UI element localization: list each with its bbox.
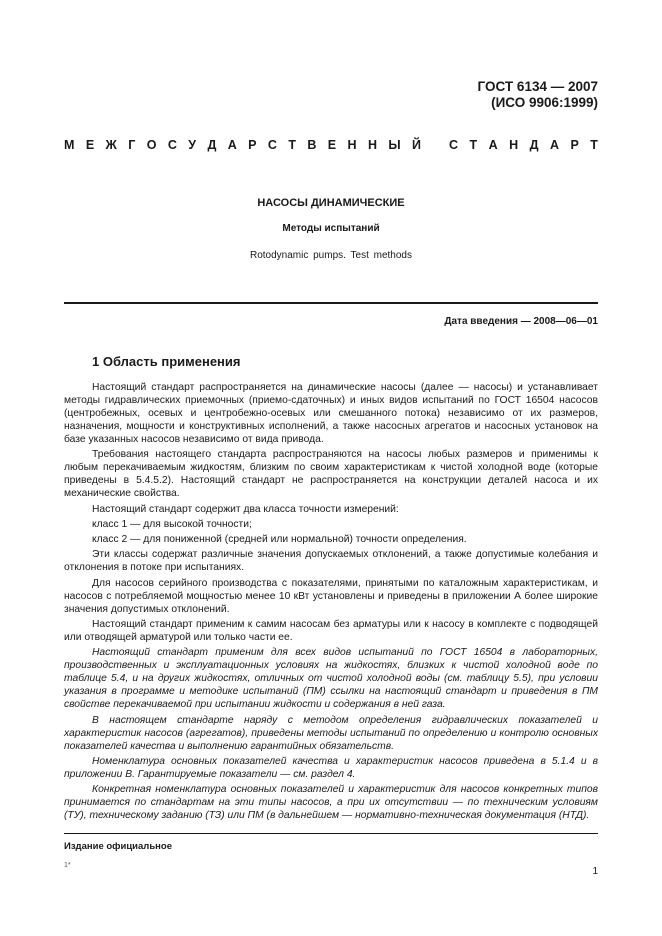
- iso-number: (ИСО 9906:1999): [491, 95, 598, 110]
- banner-letter: Г: [128, 138, 136, 152]
- banner-letter: С: [267, 138, 277, 152]
- paragraph: Конкретная номенклатура основных показателей и характеристик для насосов конкретных типов принимается по стандартам на эти типы насосов, а при их отсутствии — по техническим условиям (ТУ), техническому заданию (ТЗ) или ПМ (в дальнейшем — нормативно-техническая документация (НТД).: [64, 784, 598, 822]
- banner-letter: Т: [590, 138, 598, 152]
- banner-letter: Р: [570, 138, 579, 152]
- banner-letter: М: [64, 138, 75, 152]
- banner-letter: А: [549, 138, 560, 152]
- banner-letter: Ж: [105, 138, 117, 152]
- section-heading: 1 Область применения: [92, 354, 241, 369]
- official-edition-label: Издание официальное: [64, 841, 172, 852]
- standard-english-title: Rotodynamic pumps. Test methods: [249, 250, 412, 261]
- paragraph: Настоящий стандарт распространяется на динамические насосы (далее — насосы) и устанавливает методы гидравлических приемочных (приемо-сдаточных) и иных видов испытаний по ГОСТ 16504 насосов (центробежных, осевых и центробежно-осевых или смешанного потока) независимо от их размеров, назначения, мощности и конструктивных исполнений, а также насосных агрегатов и насосных установок на базе указанных насосов независимо от вида привода.: [64, 382, 598, 445]
- interstate-standard-banner: [64, 137, 598, 153]
- banner-letter: Ы: [388, 138, 401, 152]
- banner-letter: Р: [248, 138, 257, 152]
- paragraph: В настоящем стандарте наряду с методом определения гидравлических показателей и характеристик насосов (агрегатов), приведены методы испытаний по определению и контролю основных показателей качества и выполнению гарантийных обязательств.: [64, 714, 598, 752]
- banner-letter: Е: [327, 138, 337, 152]
- paragraph: Для насосов серийного производства с показателями, принятыми по каталожным характеристикам, и насосов с потребляемой мощностью менее 10 кВт установлены и приведены в приложении А более широкие значения допустимых отклонений.: [64, 577, 598, 615]
- standard-designation: [478, 79, 598, 111]
- paragraph: класс 1 — для высокой точности;: [92, 518, 252, 530]
- paragraph: Настоящий стандарт применим к самим насосам без арматуры или к насосу в комплекте с подводящей или отводящей арматурой или только части ее.: [64, 619, 598, 644]
- banner-letter: Н: [509, 138, 519, 152]
- banner-letter: С: [449, 138, 459, 152]
- banner-letter: Д: [207, 138, 217, 152]
- title-divider: [64, 302, 598, 304]
- paragraph: Номенклатура основных показателей качества и характеристик насосов приведена в 5.1.4 и в приложении В. Гарантируемые показатели — см. раздел 4.: [64, 755, 598, 780]
- banner-letter: Н: [367, 138, 377, 152]
- footer-divider: [64, 833, 598, 834]
- banner-letter: Й: [412, 138, 421, 152]
- banner-letter: Д: [529, 138, 539, 152]
- banner-letter: В: [307, 138, 317, 152]
- introduction-date: Дата введения — 2008—06—01: [444, 316, 598, 327]
- paragraph: Требования настоящего стандарта распространяются на насосы любых размеров и применимы к любым перекачиваемым жидкостям, близким по своим характеристикам к чистой холодной воде (которые приведены в 5.4.5.2). Настоящий стандарт не распространяется на конструкции деталей насоса и их механические свойства.: [64, 449, 598, 500]
- gost-number: ГОСТ 6134 — 2007: [477, 79, 598, 94]
- banner-word-standard: [449, 137, 598, 153]
- banner-letter: Т: [469, 138, 478, 152]
- banner-letter: Е: [85, 138, 95, 152]
- banner-letter: С: [167, 138, 177, 152]
- paragraph: Настоящий стандарт применим для всех видов испытаний по ГОСТ 16504 в лабораторных, производственных и эксплуатационных условиях на жидкостях, близких к чистой холодной воде по таблице 5.4, и на других жидкостях, отличных от чистой холодной воды (см. таблицу 5.5), при условии указания в программе и методике испытаний (ПМ) ссылки на настоящий стандарт и приведения в ПМ свойстве перекачиваемой при испытании жидкости и содержания в ней газа.: [64, 647, 598, 711]
- section-body: [64, 381, 598, 825]
- banner-letter: Н: [347, 138, 357, 152]
- paragraph: Настоящий стандарт содержит два класса точности измерений:: [92, 503, 399, 515]
- sheet-mark: 1*: [64, 862, 71, 869]
- banner-letter: У: [188, 138, 197, 152]
- banner-letter: Т: [288, 138, 296, 152]
- banner-letter: А: [227, 138, 237, 152]
- standard-title: НАСОСЫ ДИНАМИЧЕСКИЕ: [257, 197, 405, 209]
- standard-subtitle: Методы испытаний: [282, 223, 380, 234]
- banner-word-interstate: [64, 137, 421, 153]
- page-number: 1: [592, 866, 598, 877]
- paragraph: класс 2 — для пониженной (средней или нормальной) точности определения.: [92, 534, 467, 546]
- banner-letter: А: [488, 138, 498, 152]
- paragraph: Эти классы содержат различные значения допускаемых отклонений, а также допустимые колебания и отклонения в потоке при испытаниях.: [64, 549, 598, 574]
- banner-letter: О: [146, 138, 157, 152]
